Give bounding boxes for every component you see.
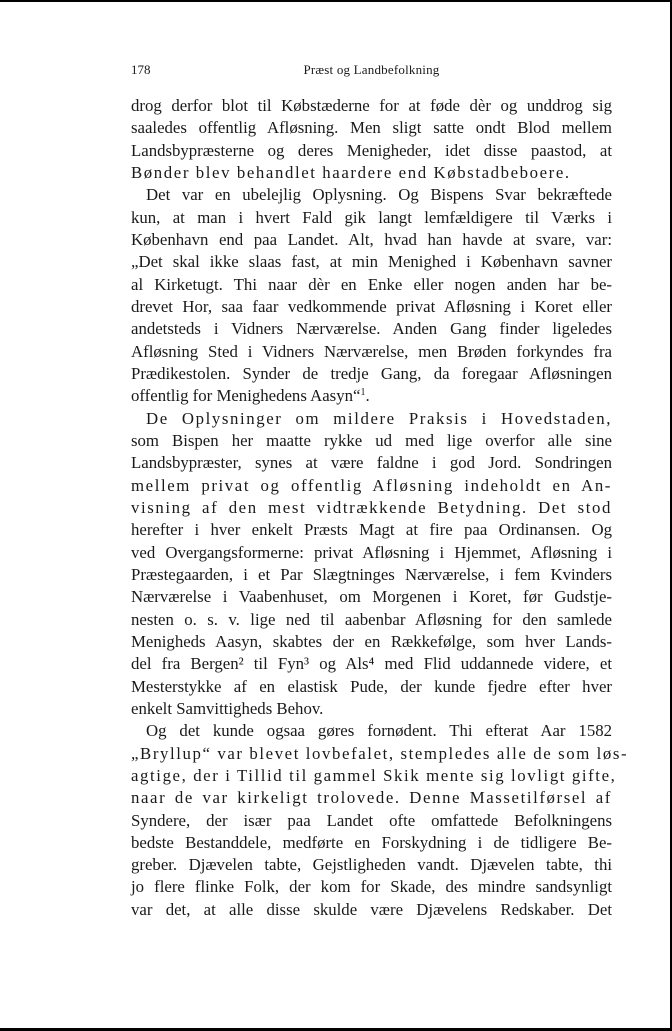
text-line [131, 720, 612, 742]
text-line [131, 609, 612, 631]
text-line [131, 207, 612, 229]
text-line-content: Det var en ubelejlig Oplysning. Og Bispens Svar bekræftede [146, 185, 612, 205]
text-line [131, 385, 612, 407]
text-line [131, 564, 612, 586]
text-line-content: Afløsning Sted i Vidners Nærværelse, men Brøden forkyndes fra [131, 341, 612, 361]
text-line [131, 452, 612, 474]
text-line-content: naar de var kirkeligt trolovede. Denne Massetilførsel af [131, 788, 612, 808]
text-line [131, 408, 612, 430]
text-line [131, 899, 612, 921]
text-line-content: andetsteds i Vidners Nærværelse. Anden Gang finder ligeledes [131, 319, 612, 339]
trailing-punctuation: . [365, 386, 370, 406]
text-line [131, 832, 612, 854]
text-line [131, 519, 612, 541]
text-line [131, 765, 617, 787]
text-line-content: Mesterstykke af en elastisk Pude, der kunde fjedre efter hver [131, 676, 612, 696]
text-line-content: Landsbypræster, synes at være faldne i god Jord. Sondringen [131, 453, 612, 473]
text-line [131, 743, 629, 765]
text-line-content: nesten o. s. v. lige ned til aabenbar Afløsning for den samlede [131, 609, 612, 629]
text-line-content: jo flere flinke Folk, der kom for Skade, des mindre sandsynligt [131, 877, 612, 897]
text-line-content: som Bispen her maatte rykke ud med lige overfor alle sine [131, 430, 612, 450]
text-line-content: bedste Bestanddele, medførte en Forskydning i de tidligere Be- [131, 832, 612, 852]
text-line [131, 653, 612, 675]
text-line-content: Menigheds Aasyn, skabtes der en Rækkefølge, som hver Lands- [131, 631, 612, 651]
text-line [131, 140, 612, 162]
body-text [131, 95, 629, 921]
text-line [131, 876, 612, 898]
text-line [131, 184, 612, 206]
text-line [131, 296, 612, 318]
text-line-content: Syndere, der især paa Landet ofte omfattede Befolkningens [131, 810, 612, 830]
text-line [131, 95, 612, 117]
text-line [131, 586, 612, 608]
text-line [131, 810, 612, 832]
text-line [131, 251, 612, 273]
text-line-content: del fra Bergen² til Fyn³ og Als⁴ med Flid uddannede videre, et [131, 654, 612, 674]
text-line [131, 542, 612, 564]
text-line-content: visning af den mest vidtrækkende Betydning. Det stod [131, 497, 612, 517]
text-line-content: drog derfor blot til Købstæderne for at føde dèr og unddrog sig [131, 96, 612, 115]
text-line [131, 341, 612, 363]
text-line [131, 676, 612, 698]
text-line [131, 363, 612, 385]
text-line [131, 430, 612, 452]
text-line [131, 229, 612, 251]
text-line [131, 854, 612, 876]
text-line [131, 117, 612, 139]
text-line [131, 497, 612, 519]
text-line [131, 631, 612, 653]
text-line-content: kun, at man i hvert Fald gik langt lemfældigere til Værks i [131, 207, 612, 227]
text-line [131, 698, 612, 720]
text-line [131, 162, 612, 184]
text-line [131, 475, 612, 497]
running-header [131, 62, 612, 82]
top-edge-rule [0, 0, 672, 2]
text-line-content: De Oplysninger om mildere Praksis i Hovedstaden, [146, 408, 612, 428]
text-line-content: saaledes offentlig Afløsning. Men sligt satte ondt Blod mellem [131, 118, 612, 138]
text-line-content: Prædikestolen. Synder de tredje Gang, da foregaar Afløsningen [131, 363, 612, 383]
text-line-content: agtige, der i Tillid til gammel Skik mente sig lovligt gifte, [131, 765, 617, 785]
text-line-content: mellem privat og offentlig Afløsning indeholdt en An- [131, 475, 612, 495]
text-line-content: drevet Hor, saa faar vedkommende privat Afløsning i Koret eller [131, 296, 612, 316]
page-number: 178 [131, 62, 151, 77]
text-line [131, 274, 612, 296]
text-line-content: var det, at alle disse skulde være Djævelens Redskaber. Det [131, 899, 612, 919]
text-line-content: Præstegaarden, i et Par Slægtninges Nærværelse, i fem Kvinders [131, 564, 612, 584]
text-line-content: København end paa Landet. Alt, hvad han havde at svare, var: [131, 229, 612, 249]
text-line-content: herefter i hver enkelt Præsts Magt at fire paa Ordinansen. Og [131, 520, 612, 540]
text-line [131, 318, 612, 340]
text-line-content: Og det kunde ogsaa gøres fornødent. Thi efterat Aar 1582 [146, 721, 612, 741]
text-line-content: al Kirketugt. Thi naar dèr en Enke eller nogen anden har be- [131, 274, 612, 294]
text-line-content: ved Overgangsformerne: privat Afløsning i Hjemmet, Afløsning i [131, 542, 612, 562]
text-line-content: Bønder blev behandlet haardere end Købstadbeboere. [131, 162, 571, 182]
text-line-content: offentlig for Menighedens Aasyn“ [131, 386, 361, 406]
text-line-content: Nærværelse i Vaabenhuset, om Morgenen i Koret, før Gudstje- [131, 587, 612, 607]
text-line-content: enkelt Samvittigheds Behov. [131, 698, 324, 718]
text-line-content: „Det skal ikke slaas fast, at min Menighed i København savner [131, 252, 612, 272]
text-line-content: „Bryllup“ var blevet lovbefalet, stempledes alle de som løs- [131, 743, 629, 763]
text-line [131, 787, 612, 809]
text-line-content: Landsbypræsterne og deres Menigheder, idet disse paastod, at [131, 140, 612, 160]
running-title: Præst og Landbefolkning [303, 62, 440, 77]
text-line-content: greber. Djævelen tabte, Gejstligheden vandt. Djævelen tabte, thi [131, 855, 612, 875]
footnote-marker: 1 [360, 387, 366, 399]
